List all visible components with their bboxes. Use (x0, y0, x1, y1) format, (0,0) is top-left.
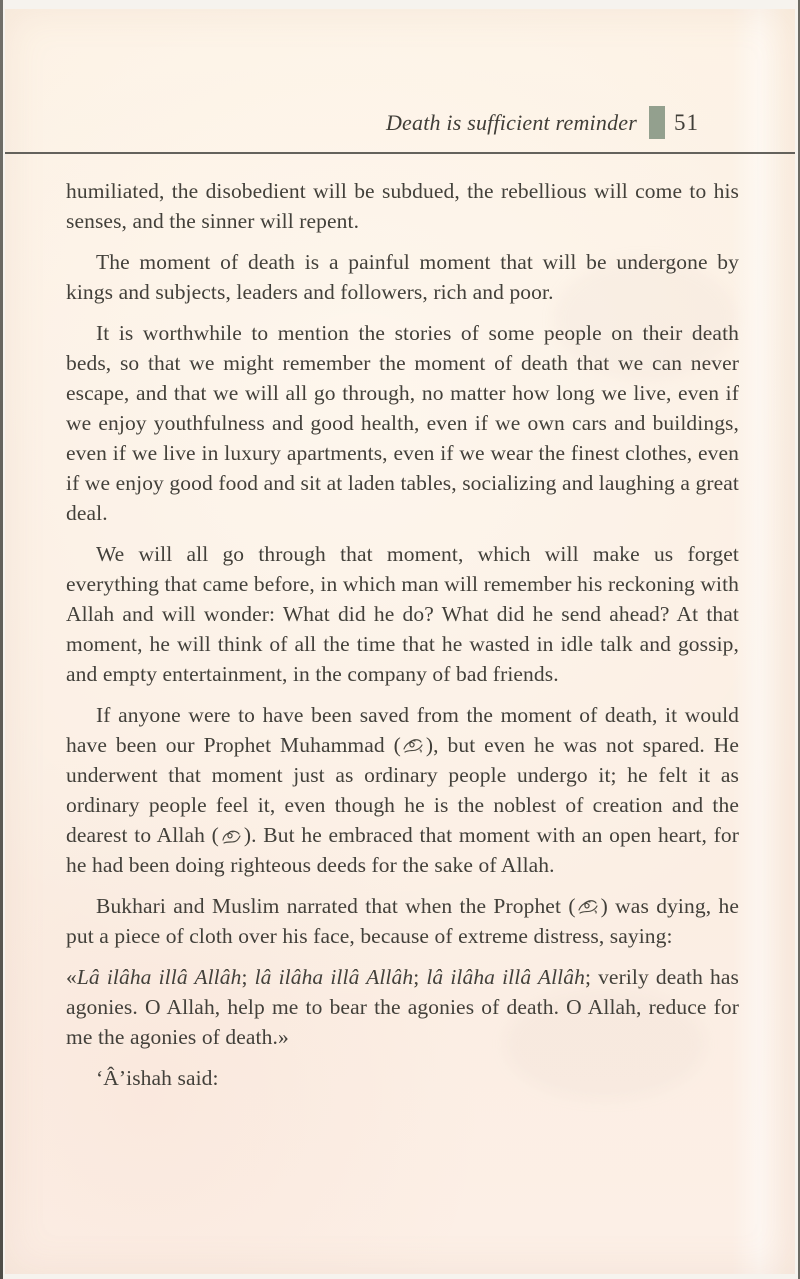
paragraph (66, 700, 739, 880)
paragraph-text: ), but even he was not spared. He underwent that moment just as ordinary people undergo it; he felt it as ordinary people feel it, even though he is the noblest of creation and the dearest to Allah ( (66, 733, 739, 847)
quote-tail: ; verily death has agonies. O Allah, help me to bear the agonies of death. O Allah, reduce for me the agonies of death.» (66, 965, 739, 1049)
quote-open-guillemet: « (66, 965, 77, 989)
pbuh-calligraphy-icon (401, 736, 426, 756)
running-title: Death is sufficient reminder (385, 109, 637, 135)
paragraph: humiliated, the disobedient will be subdued, the rebellious will come to his senses, and the sinner will repent. (66, 179, 739, 233)
page-body-text (66, 176, 739, 1104)
paragraph (66, 891, 739, 951)
paragraph: ‘Â’ishah said: (96, 1066, 219, 1090)
paragraph-text: ) was dying, he put a piece of cloth over his face, because of extreme distress, saying: (66, 894, 739, 948)
quote-separator: ; (413, 965, 427, 989)
azza-wa-jall-calligraphy-icon (219, 826, 244, 846)
header-ornament-block (649, 106, 665, 139)
transliteration-phrase: lâ ilâha illâ Allâh (254, 965, 414, 989)
paragraph-text: If anyone were to have been saved from the moment of death, it would have been our Prophet Muhammad ( (66, 703, 739, 757)
hadith-quote-paragraph (66, 962, 739, 1052)
pbuh-calligraphy-icon (576, 897, 601, 917)
header-rule (5, 152, 795, 154)
book-page (5, 9, 795, 1274)
page-header (5, 106, 699, 139)
paragraph-text: ). But he embraced that moment with an open heart, for he had been doing righteous deeds for the sake of Allah. (66, 823, 739, 877)
scan-edge-shadow-left (0, 0, 3, 1279)
transliteration-phrase: Lâ ilâha illâ Allâh (76, 965, 242, 989)
paragraph-text: Bukhari and Muslim narrated that when the Prophet ( (96, 894, 576, 918)
transliteration-phrase: lâ ilâha illâ Allâh (426, 965, 585, 989)
quote-separator: ; (241, 965, 255, 989)
paragraph: It is worthwhile to mention the stories of some people on their death beds, so that we might remember the moment of death that we can never escape, and that we will all go through, no matter how long we live, even if we enjoy youthfulness and good health, even if we own cars and buildings, even if we live in luxury apartments, even if we wear the finest clothes, even if we enjoy good food and sit at laden tables, socializing and laughing a great deal. (66, 321, 739, 525)
paragraph: The moment of death is a painful moment that will be undergone by kings and subjects, leaders and followers, rich and poor. (66, 250, 739, 304)
page-number: 51 (674, 109, 699, 135)
paragraph: We will all go through that moment, which will make us forget everything that came before, in which man will remember his reckoning with Allah and will wonder: What did he do? What did he send ahead? At that moment, he will think of all the time that he wasted in idle talk and gossip, and empty entertainment, in the company of bad friends. (66, 542, 739, 686)
